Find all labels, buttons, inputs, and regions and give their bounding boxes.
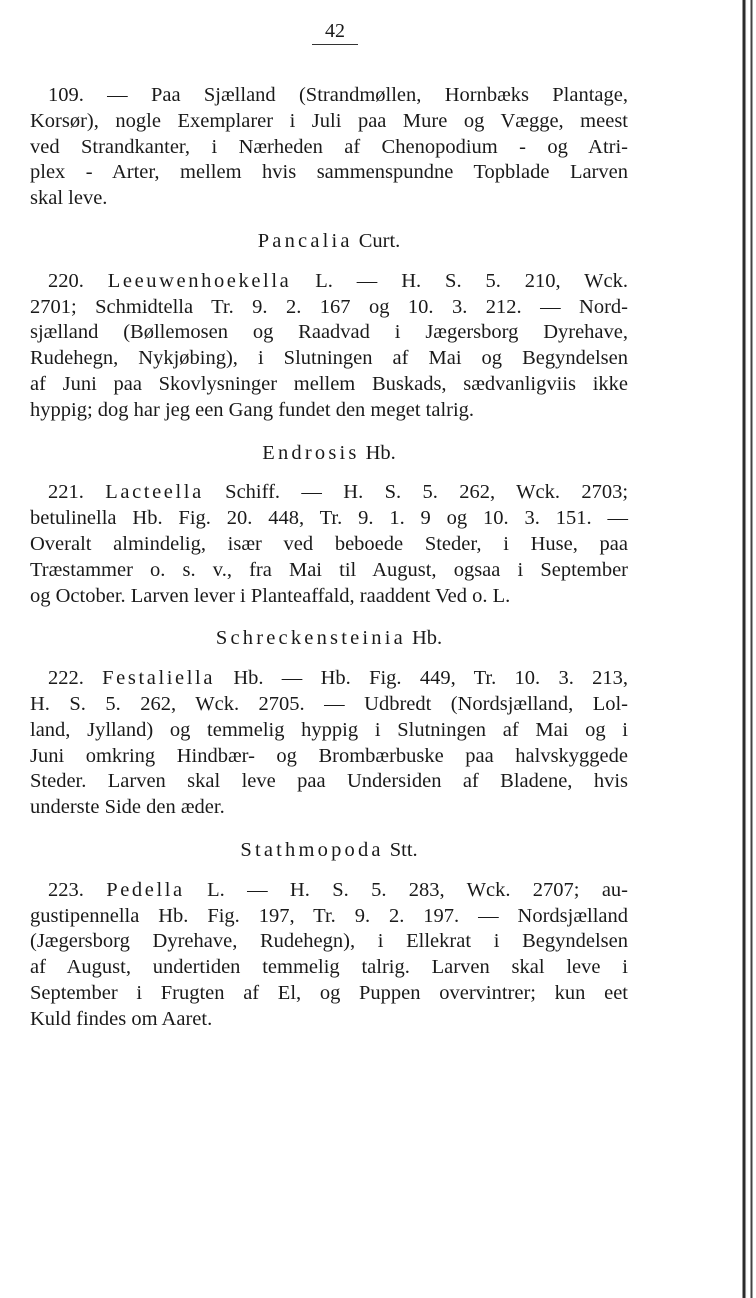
entry-109-line-2: Korsør), nogle Exemplarer i Juli paa Mure og Vægge, meest bbox=[30, 109, 628, 132]
entry-223 bbox=[30, 878, 628, 1033]
entry-line-rest: L. — H. S. 5. 210, Wck. bbox=[315, 269, 628, 292]
entry-221-line-1 bbox=[30, 480, 628, 506]
entry-220-line-3: sjælland (Bøllemosen og Raadvad i Jægersborg Dyrehave, bbox=[30, 321, 628, 344]
entry-109-line-4: plex - Arter, mellem hvis sammenspundne Topblade Larven bbox=[30, 161, 628, 184]
genus-heading-stathmopoda bbox=[30, 838, 628, 864]
entry-222-line-1 bbox=[30, 666, 628, 692]
genus-heading-schreckensteinia bbox=[30, 626, 628, 652]
text-column bbox=[30, 83, 628, 1033]
entry-line-rest: L. — H. S. 5. 283, Wck. 2707; au- bbox=[207, 878, 628, 901]
entry-223-line-6: Kuld findes om Aaret. bbox=[30, 1007, 213, 1030]
entry-221 bbox=[30, 480, 628, 609]
entry-222 bbox=[30, 666, 628, 821]
entry-number: 223. bbox=[48, 878, 84, 901]
entry-221-line-5: og October. Larven lever i Planteaffald, raaddent Ved o. L. bbox=[30, 584, 511, 607]
entry-line-rest: Schiff. — H. S. 5. 262, Wck. 2703; bbox=[225, 481, 629, 504]
genus-heading-pancalia bbox=[30, 229, 628, 255]
entry-line-rest: Hb. — Hb. Fig. 449, Tr. 10. 3. 213, bbox=[233, 667, 628, 690]
species-name: Festaliella bbox=[102, 667, 216, 690]
entry-222-line-6: underste Side den æder. bbox=[30, 796, 225, 819]
genus-name: Endrosis bbox=[262, 441, 360, 464]
genus-name: Pancalia bbox=[257, 229, 353, 252]
entry-109-line-1: 109. — Paa Sjælland (Strandmøllen, Hornbæks Plantage, bbox=[48, 84, 628, 106]
genus-author: Stt. bbox=[389, 838, 418, 861]
species-name: Lacteella bbox=[105, 481, 204, 504]
entry-220-line-2: 2701; Schmidtella Tr. 9. 2. 167 og 10. 3. 212. — Nord- bbox=[30, 295, 628, 318]
entry-220-line-5: af Juni paa Skovlysninger mellem Buskads, sædvanligviis ikke bbox=[30, 372, 628, 395]
entry-222-line-4: Juni omkring Hindbær- og Brombærbuske paa halvskyggede bbox=[30, 744, 628, 767]
entry-220-line-6: hyppig; dog har jeg een Gang fundet den meget talrig. bbox=[30, 398, 475, 421]
entry-221-line-3: Overalt almindelig, især ved beboede Steder, i Huse, paa bbox=[30, 532, 628, 555]
page-number: 42 bbox=[325, 20, 345, 42]
genus-author: Hb. bbox=[365, 441, 396, 464]
entry-223-line-4: af August, undertiden temmelig talrig. Larven skal leve i bbox=[30, 956, 628, 979]
entry-223-line-2: gustipennella Hb. Fig. 197, Tr. 9. 2. 197. — Nordsjælland bbox=[30, 904, 628, 927]
entry-223-line-3: (Jægersborg Dyrehave, Rudehegn), i Ellekrat i Begyndelsen bbox=[30, 930, 628, 953]
entry-220 bbox=[30, 269, 628, 424]
entry-220-line-1 bbox=[30, 269, 628, 295]
species-name: Leeuwenhoekella bbox=[107, 269, 292, 292]
entry-number: 221. bbox=[48, 481, 84, 504]
entry-223-line-5: September i Frugten af El, og Puppen overvintrer; kun eet bbox=[30, 981, 628, 1004]
entry-222-line-3: land, Jylland) og temmelig hyppig i Slutningen af Mai og i bbox=[30, 718, 628, 741]
entry-222-line-5: Steder. Larven skal leve paa Undersiden af Bladene, hvis bbox=[30, 770, 628, 793]
genus-heading-endrosis bbox=[30, 441, 628, 467]
entry-number: 222. bbox=[48, 667, 84, 690]
entry-220-line-4: Rudehegn, Nykjøbing), i Slutningen af Mai og Begyndelsen bbox=[30, 347, 628, 370]
entry-223-line-1 bbox=[30, 878, 628, 904]
genus-author: Hb. bbox=[411, 627, 443, 650]
entry-222-line-2: H. S. 5. 262, Wck. 2705. — Udbredt (Nordsjælland, Lol- bbox=[30, 692, 628, 715]
entry-221-line-2: betulinella Hb. Fig. 20. 448, Tr. 9. 1. 9 og 10. 3. 151. — bbox=[30, 507, 628, 530]
entry-221-line-4: Træstammer o. s. v., fra Mai til August, ogsaa i September bbox=[30, 558, 628, 581]
entry-109-line-5: skal leve. bbox=[30, 187, 108, 210]
entry-number: 220. bbox=[48, 269, 84, 292]
page-number-underline bbox=[312, 44, 358, 45]
genus-name: Schreckensteinia bbox=[215, 627, 406, 650]
page-binding-edge bbox=[736, 0, 756, 1298]
genus-name: Stathmopoda bbox=[240, 838, 384, 861]
entry-109 bbox=[30, 83, 628, 212]
genus-author: Curt. bbox=[358, 229, 401, 252]
species-name: Pedella bbox=[106, 878, 185, 901]
entry-109-line-3: ved Strandkanter, i Nærheden af Chenopodium - og Atri- bbox=[30, 135, 628, 158]
